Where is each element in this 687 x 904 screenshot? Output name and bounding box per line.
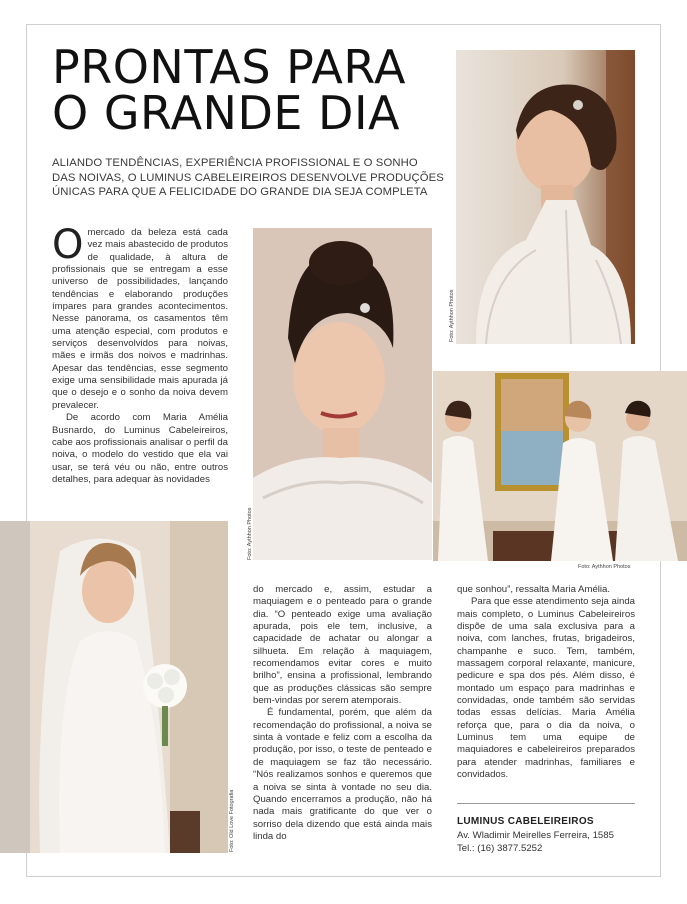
subtitle-line-2: DAS NOIVAS, O LUMINUS CABELEIREIROS DESENVOLVE PRODUÇÕES	[52, 171, 444, 184]
col1-paragraph-2: De acordo com Maria Amélia Busnardo, do Luminus Cabeleireiros, cabe aos profissionais analisar o perfil da noiva, o modelo do vestido que ela vai usar, se terá véu ou não, entre outros detalhes, para adequar às novidades	[52, 412, 228, 485]
col2-paragraph-2: É fundamental, porém, que além da recomendação do profissional, a noiva se sinta à vontade e feliz com a escolha da produção, por isso, o teste de penteado e de maquiagem se faz tão necessário. “Nós realizamos sonhos e queremos que a noiva se sinta à vontade no seu dia. Quando encerramos a produção, não há nada mais gratificante do que ver o sorriso dela dizendo que está ainda mais linda do	[253, 707, 432, 842]
photo-credit-bottom-left: Foto: Old Love Fotografia	[229, 789, 235, 852]
col1-paragraph-1: Omercado da beleza está cada vez mais abastecido de produtos de qualidade, à altura de profissionais que se entregam a esse universo de possibilidades, lançando tendências e elaborando produções ímpares para grandes acontecimentos. Nesse panorama, os casamentos têm uma atenção especial, com produtos e serviços desenvolvidos para noivas, mães e irmãs dos noivos e madrinhas. Apesar das tendências, esse segmento exige uma sensibilidade mais apurada já que o desejo e o sonho da noiva devem prevalecer.	[52, 222, 228, 411]
photo-bride-profile	[456, 50, 635, 344]
contact-divider	[457, 803, 635, 804]
bride-group-illustration	[433, 371, 687, 561]
bride-profile-illustration	[456, 50, 635, 344]
title-line-1: PRONTAS PARA	[52, 40, 406, 94]
contact-address: Av. Wladimir Meirelles Ferreira, 1585	[457, 830, 614, 841]
subtitle-line-3: ÚNICAS PARA QUE A FELICIDADE DO GRANDE DIA SEJA COMPLETA	[52, 186, 428, 198]
article-subtitle	[52, 156, 444, 200]
drop-cap: O	[52, 222, 84, 268]
col2-paragraph-1: do mercado e, assim, estudar a maquiagem e o penteado para o grande dia. “O penteado exige uma avaliação apurada, pois ele tem, inclusive, a capacidade de achatar ou alongar a silhueta. Em relação à maquiagem, recomendamos evitar cores e muito brilho”, ensina a profissional, lembrando que as produções clássicas são sempre bem-vindas por serem atemporais.	[253, 584, 432, 707]
photo-bride-bouquet	[0, 521, 228, 853]
article-column-2	[253, 584, 432, 843]
photo-credit-center: Foto: Aythhon Photos	[247, 507, 253, 560]
subtitle-line-1: ALIANDO TENDÊNCIAS, EXPERIÊNCIA PROFISSIONAL E O SONHO	[52, 157, 418, 169]
photo-credit-top-right: Foto: Aythhon Photos	[449, 289, 455, 342]
bride-bouquet-illustration	[0, 521, 228, 853]
photo-bride-closeup	[253, 228, 432, 560]
article-column-3	[457, 584, 635, 782]
col3-paragraph-1: que sonhou”, ressalta Maria Amélia.	[457, 584, 611, 595]
contact-phone: Tel.: (16) 3877.5252	[457, 843, 543, 854]
article-title	[52, 40, 406, 140]
title-line-2: O GRANDE DIA	[52, 86, 401, 140]
contact-name: LUMINUS CABELEIREIROS	[457, 816, 594, 827]
article-column-1	[52, 222, 228, 486]
col3-paragraph-2: Para que esse atendimento seja ainda mais completo, o Luminus Cabeleireiros dispõe de uma sala exclusiva para a noiva, com lanches, frutas, brigadeiros, champanhe e suco. Tem, também, massagem corporal relaxante, manicure, pedicure e spa dos pés. Além disso, é montado um espaço para madrinhas e convidadas, onde também são servidas todas essas delícias. Maria Amélia reforça que, para o dia da noiva, o Luminus tem uma equipe de maquiadores e cabeleireiros preparados para atender madrinhas, familiares e convidados.	[457, 596, 635, 781]
bride-closeup-illustration	[253, 228, 432, 560]
photo-bride-group	[433, 371, 687, 561]
photo-credit-group: Foto: Aythhon Photos	[578, 564, 631, 570]
